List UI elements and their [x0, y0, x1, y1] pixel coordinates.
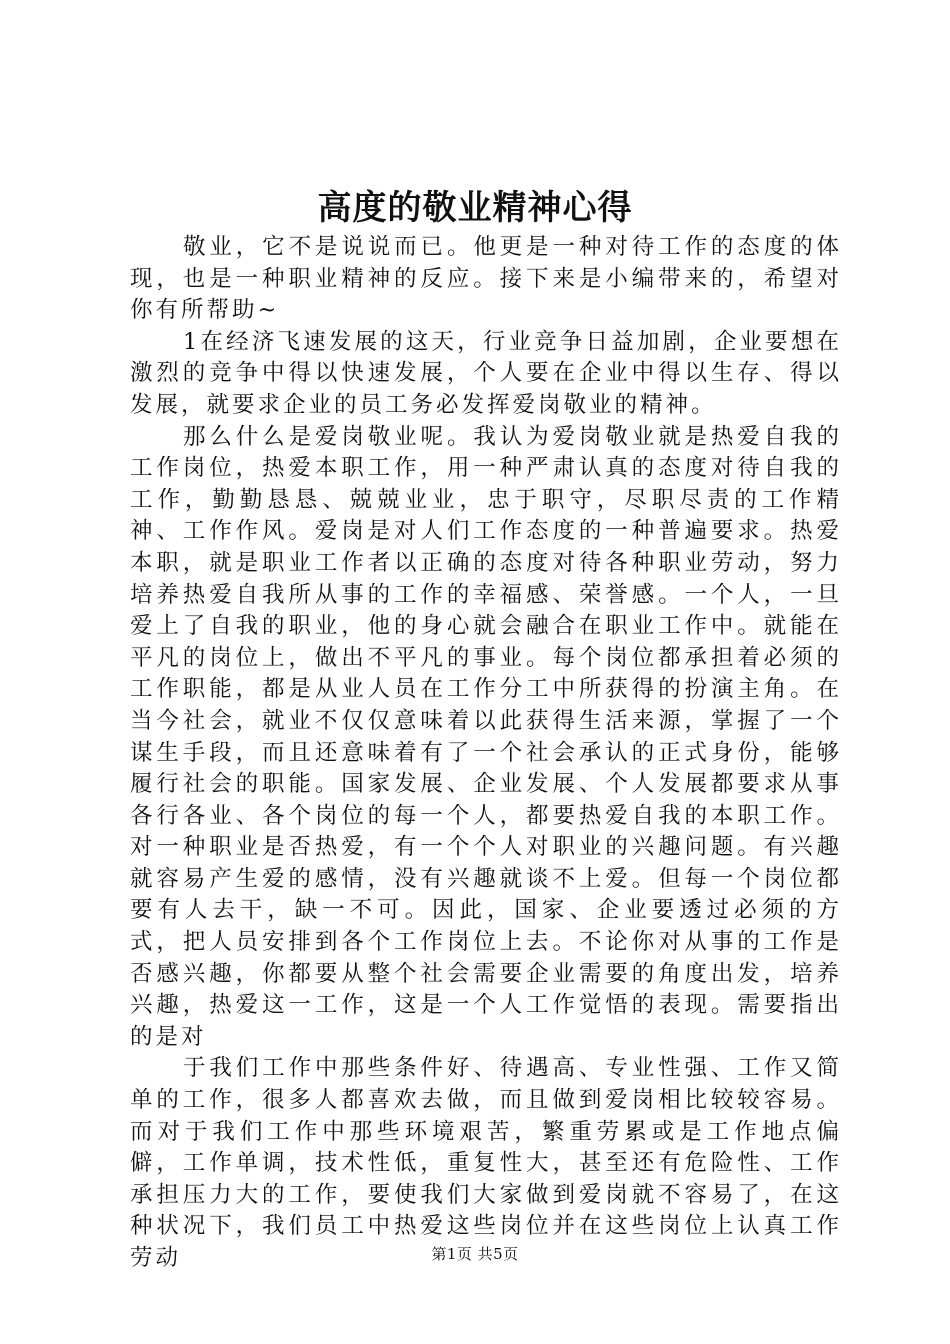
body-paragraph-3: 于我们工作中那些条件好、待遇高、专业性强、工作又简单的工作，很多人都喜欢去做，而且做到爱岗相比较较容易。而对于我们工作中那些环境艰苦，繁重劳累或是工作地点偏僻，工作单调，技术性低，重复性大，甚至还有危险性、工作承担压力大的工作，要使我们大家做到爱岗就不容易了，在这种状况下，我们员工中热爱这些岗位并在这些岗位上认真工作劳动 [130, 1055, 842, 1271]
body-paragraph-1: 1在经济飞速发展的这天，行业竞争日益加剧，企业要想在激烈的竞争中得以快速发展，个人要在企业中得以生存、得以发展，就要求企业的员工务必发挥爱岗敬业的精神。 [130, 328, 842, 418]
page-number-footer: 第1页 共5页 [431, 1245, 519, 1263]
document-title: 高度的敬业精神心得 [317, 188, 633, 228]
body-paragraph-2: 那么什么是爱岗敬业呢。我认为爱岗敬业就是热爱自我的工作岗位，热爱本职工作，用一种严肃认真的态度对待自我的工作，勤勤恳恳、兢兢业业，忠于职守，尽职尽责的工作精神、工作作风。爱岗是对人们工作态度的一种普遍要求。热爱本职，就是职业工作者以正确的态度对待各种职业劳动，努力培养热爱自我所从事的工作的幸福感、荣誉感。一个人，一旦爱上了自我的职业，他的身心就会融合在职业工作中。就能在平凡的岗位上，做出不平凡的事业。每个岗位都承担着必须的工作职能，都是从业人员在工作分工中所获得的扮演主角。在当今社会，就业不仅仅意味着以此获得生活来源，掌握了一个谋生手段，而且还意味着有了一个社会承认的正式身份，能够履行社会的职能。国家发展、企业发展、个人发展都要求从事各行各业、各个岗位的每一个人，都要热爱自我的本职工作。对一种职业是否热爱，有一个个人对职业的兴趣问题。有兴趣就容易产生爱的感情，没有兴趣就谈不上爱。但每一个岗位都要有人去干，缺一不可。因此，国家、企业要透过必须的方式，把人员安排到各个工作岗位上去。不论你对从事的工作是否感兴趣，你都要从整个社会需要企业需要的角度出发，培养兴趣，热爱这一工作，这是一个人工作觉悟的表现。需要指出的是对 [130, 423, 842, 1050]
document-body [130, 232, 842, 1275]
body-paragraph-intro: 敬业，它不是说说而已。他更是一种对待工作的态度的体现，也是一种职业精神的反应。接下来是小编带来的，希望对你有所帮助~ [130, 234, 842, 324]
